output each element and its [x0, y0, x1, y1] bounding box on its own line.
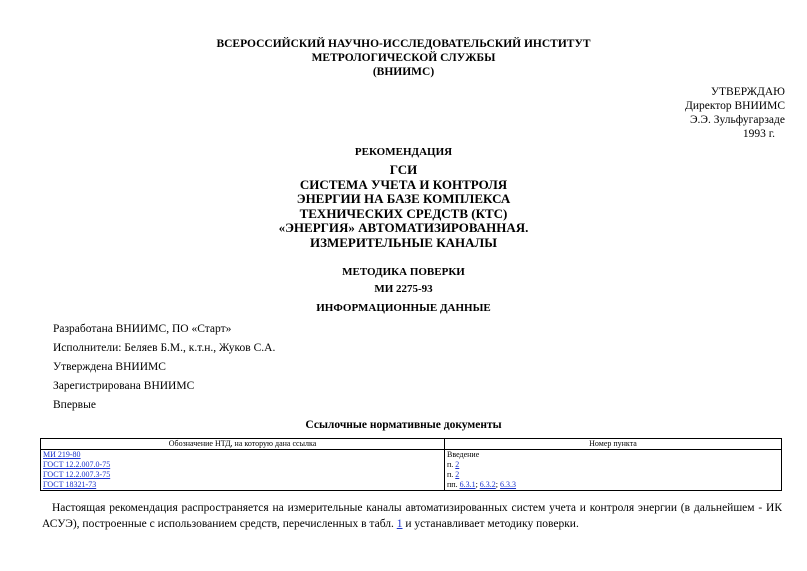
- clause-prefix: пп.: [447, 480, 460, 489]
- title-line4: «ЭНЕРГИЯ» АВТОМАТИЗИРОВАННАЯ.: [278, 220, 529, 235]
- intro-paragraph: [42, 500, 782, 532]
- title-line3: ТЕХНИЧЕСКИХ СРЕДСТВ (КТС): [299, 205, 508, 221]
- org-abbreviation: (ВНИИМС): [372, 66, 435, 78]
- references-table: [40, 438, 782, 491]
- approved-by: Утверждена ВНИИМС: [53, 361, 166, 373]
- paragraph-text-start: Настоящая рекомендация распространяется на измерительные каналы автоматизированных систем учета и контроля энергии (в дальнейшем - ИК АСУЭ), построенные с использованием средств, перечисленных в табл.: [42, 502, 782, 530]
- column-header-document: Обозначение НТД, на которую дана ссылка: [41, 439, 445, 450]
- clause-cell-text: Введение: [447, 450, 480, 459]
- info-data-heading: ИНФОРМАЦИОННЫЕ ДАННЫЕ: [316, 302, 491, 314]
- clause-prefix: п.: [447, 470, 456, 479]
- document-title: [0, 163, 807, 250]
- approval-heading: УТВЕРЖДАЮ: [710, 86, 785, 98]
- clause-prefix: п.: [447, 460, 456, 469]
- method-heading: МЕТОДИКА ПОВЕРКИ: [342, 266, 465, 278]
- table-link-1[interactable]: 1: [396, 518, 403, 530]
- doc-link-mi-219-80[interactable]: МИ 219-80: [43, 450, 81, 459]
- paragraph-text-end: и устанавливает методику поверки.: [402, 518, 579, 530]
- approval-name: Э.Э. Зульфугарзаде: [689, 114, 785, 126]
- table-row: [41, 460, 782, 470]
- table-row: [41, 470, 782, 480]
- approval-year: 1993 г.: [742, 128, 775, 140]
- performers: Исполнители: Беляев Б.М., к.т.н., Жуков С.А.: [53, 342, 276, 354]
- doc-link-gost-12-2-007-0[interactable]: ГОСТ 12.2.007.0-75: [43, 460, 111, 469]
- first-edition: Впервые: [53, 399, 96, 411]
- doc-link-gost-18321-73[interactable]: ГОСТ 18321-73: [43, 480, 97, 489]
- doc-link-gost-12-2-007-3[interactable]: ГОСТ 12.2.007.3-75: [43, 470, 111, 479]
- clause-link-6-3-3[interactable]: 6.3.3: [500, 480, 517, 489]
- approval-block: [625, 85, 785, 141]
- title-line2: ЭНЕРГИИ НА БАЗЕ КОМПЛЕКСА: [296, 191, 511, 206]
- column-header-clause: Номер пункта: [445, 439, 782, 450]
- approval-position: Директор ВНИИМС: [684, 100, 785, 112]
- org-name-line2: МЕТРОЛОГИЧЕСКОЙ СЛУЖБЫ: [311, 52, 496, 64]
- table-row: [41, 450, 782, 461]
- clause-link-6-3-2[interactable]: 6.3.2: [479, 480, 496, 489]
- clause-link-2[interactable]: 2: [455, 470, 460, 479]
- clause-link-2[interactable]: 2: [455, 460, 460, 469]
- developed-by: Разработана ВНИИМС, ПО «Старт»: [53, 323, 232, 335]
- references-title: Ссылочные нормативные документы: [305, 419, 502, 431]
- title-gsi: ГСИ: [389, 162, 418, 177]
- clause-link-6-3-1[interactable]: 6.3.1: [459, 480, 476, 489]
- table-header-row: [41, 439, 782, 450]
- title-line5: ИЗМЕРИТЕЛЬНЫЕ КАНАЛЫ: [310, 234, 497, 250]
- table-row: ГОСТ 18321-73 пп. 6.3.1; 6.3.2; 6.3.3: [41, 480, 782, 491]
- org-name-line1: ВСЕРОССИЙСКИЙ НАУЧНО-ИССЛЕДОВАТЕЛЬСКИЙ ИНСТИТУТ: [216, 38, 591, 50]
- registered-by: Зарегистрирована ВНИИМС: [53, 380, 195, 392]
- document-code: МИ 2275-93: [374, 283, 433, 295]
- organization-header: [0, 37, 807, 79]
- title-line1: СИСТЕМА УЧЕТА И КОНТРОЛЯ: [299, 176, 508, 192]
- document-type: РЕКОМЕНДАЦИЯ: [354, 146, 453, 158]
